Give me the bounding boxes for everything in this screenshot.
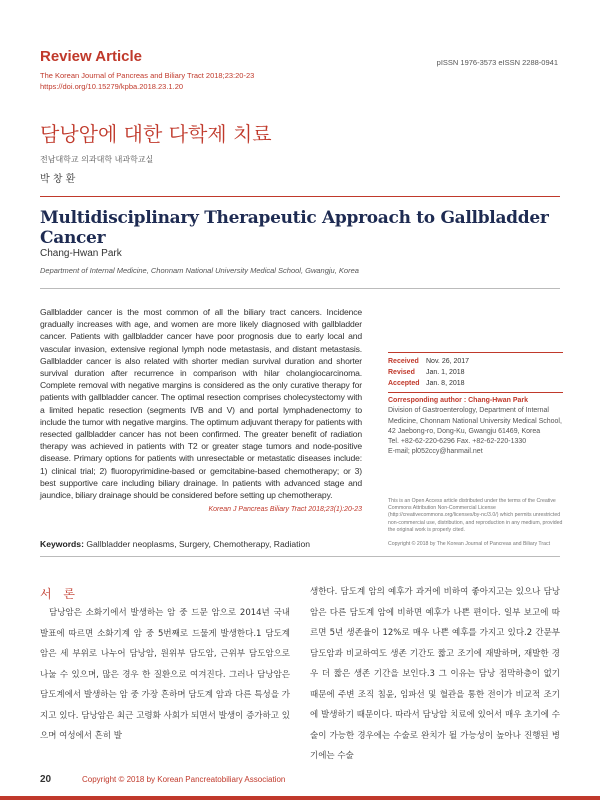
footer-copyright: Copyright © 2018 by Korean Pancreatobiliary Association <box>82 775 286 784</box>
correspondence-address: Division of Gastroenterology, Department of Internal Medicine, Chonnam National University Medical School, 42 Jaebong-ro, Dong-Ku, Gwangju 61469, Korea <box>388 407 562 435</box>
date-value: Nov. 26, 2017 <box>426 358 470 365</box>
date-revised <box>388 367 563 378</box>
keywords <box>40 539 310 549</box>
korean-title: 담낭암에 대한 다학제 치료 <box>40 122 272 146</box>
english-affiliation: Department of Internal Medicine, Chonnam National University Medical School, Gwangju, Korea <box>40 266 359 275</box>
issn: pISSN 1976-3573 eISSN 2288-0941 <box>436 58 558 67</box>
license-text: This is an Open Access article distributed under the terms of the Creative Commons Attribution Non-Commercial License (http://creativecommons.org/licenses/by-nc/3.0/) which permits unrestricted non-commercial use, distribution, and reproduction in any medium, provided the original work is properly cited. <box>388 498 563 533</box>
abstract-text: Gallbladder cancer is the most common of all the biliary tract cancers. Incidence gradually increases with age, and women are more likely diagnosed with gallbladder cancer. Patients with gallbladder cancer have poor prognosis due to early local and vascular invasion, extensive regional lymph node metastasis, and distant metastasis. Gallbladder cancer is also related with shorter median survival duration and shorter survival duration after recurrence in comparison with hilar cholangiocarcinoma. Complete removal with negative margins is considered as the only curative therapy for patients with gallbladder cancer. The optimal resection comprises cholecystectomy with a limited hepatic resection (segments IVB and V) and portal lymphadenectomy to include the tumor with negative margins. The optimum adjuvant therapy for patients with resected gallbladder cancer has not been confirmed. The greater benefit of radiation therapy was achieved in patients with T2 or greater stage tumors and node-positive disease. Primary options for patients with unresectable or metastatic diseases include: 1) clinical trial; 2) fluoropyrimidine-based or gemcitabine-based chemotherapy; or 3) best supportive care including biliary drainage. In patients with advanced stage and jaundice, biliary drainage should be considered before setting up chemotherapy. <box>40 307 362 501</box>
correspondence-phone: Tel. +82-62-220-6296 Fax. +82-62-220-1330 <box>388 438 527 446</box>
dates-bottom-rule <box>388 392 563 393</box>
footer-bar <box>0 796 600 800</box>
body-paragraph: 생한다. 담도계 암의 예후가 과거에 비하여 좋아지고는 있으나 담낭암은 다른 담도계 암에 비하면 예후가 나쁜 편이다. 일부 보고에 따르면 5년 생존율이 12%로 매우 나쁜 예후를 가지고 있다.2 간문부 담도암과 비교하여도 생존 기간도 짧고 조기에 재발하며, 재발한 경우 더 짧은 생존 기간을 보인다.3 그 이유는 담낭 점막하층이 없기 때문에 주변 조직 침윤, 임파선 및 혈관을 통한 전이가 비교적 조기에 발생하기 때문이다. 따라서 담낭암 치료에 있어서 매우 초기에 수술이 가능한 경우에는 수술로 완치가 될 가능성이 높아나 진행된 병기에는 수술 <box>310 587 560 761</box>
dates-top-rule <box>388 352 563 353</box>
doi-link[interactable]: https://doi.org/10.15279/kpba.2018.23.1.20 <box>40 82 184 91</box>
correspondence-heading: Corresponding author : Chang-Hwan Park <box>388 397 529 404</box>
body-column-right <box>310 582 560 767</box>
date-label: Received <box>388 358 419 365</box>
correspondence-email[interactable]: E-mail; pl052ccy@hanmail.net <box>388 448 483 456</box>
korean-affiliation: 전남대학교 의과대학 내과학교실 <box>40 155 154 164</box>
journal-reference <box>40 70 254 92</box>
page-number: 20 <box>40 774 52 785</box>
english-title: Multidisciplinary Therapeutic Approach to Gallbladder Cancer <box>40 208 549 248</box>
article-type: Review Article <box>40 48 142 65</box>
date-label: Accepted <box>388 380 420 387</box>
date-received <box>388 356 563 367</box>
title-divider <box>40 196 560 197</box>
section-heading: 서 론 <box>40 587 79 601</box>
keywords-label: Keywords: <box>40 539 84 549</box>
journal-citation: The Korean Journal of Pancreas and Biliary Tract 2018;23:20-23 <box>40 71 255 80</box>
keywords-divider <box>40 556 560 557</box>
keywords-text: Gallbladder neoplasms, Surgery, Chemotherapy, Radiation <box>86 539 311 549</box>
abstract-citation: Korean J Pancreas Biliary Tract 2018;23(1):20-23 <box>208 506 362 513</box>
date-value: Jan. 1, 2018 <box>426 369 465 376</box>
body-column-left <box>40 603 290 747</box>
date-value: Jan. 8, 2018 <box>426 380 465 387</box>
date-label: Revised <box>388 369 415 376</box>
dates-block <box>388 356 563 389</box>
side-copyright: Copyright © 2018 by The Korean Journal of Pancreas and Biliary Tract <box>388 541 551 547</box>
korean-author: 박 창 환 <box>40 174 76 185</box>
date-accepted <box>388 378 563 389</box>
correspondence-block <box>388 396 563 458</box>
abstract-divider <box>40 288 560 289</box>
body-paragraph: 담낭암은 소화기에서 발생하는 암 중 드문 암으로 2014년 국내 발표에 따르면 소화기계 암 중 5번째로 드물게 발생한다.1 담도계 암은 세 부위로 나누어 담낭암, 원위부 담도암, 근위부 담도암으로 나눌 수 있으며, 많은 경우 한 질환으로 여겨진다. 그러나 담낭암은 담도계에서 발생하는 암 중 가장 흔하며 담도계 암과 다른 특성을 가지고 있다. 담낭암은 최근 고령화 사회가 되면서 발생이 증가하고 있으며 여성에서 흔히 발 <box>40 608 290 741</box>
english-author: Chang-Hwan Park <box>40 248 122 259</box>
